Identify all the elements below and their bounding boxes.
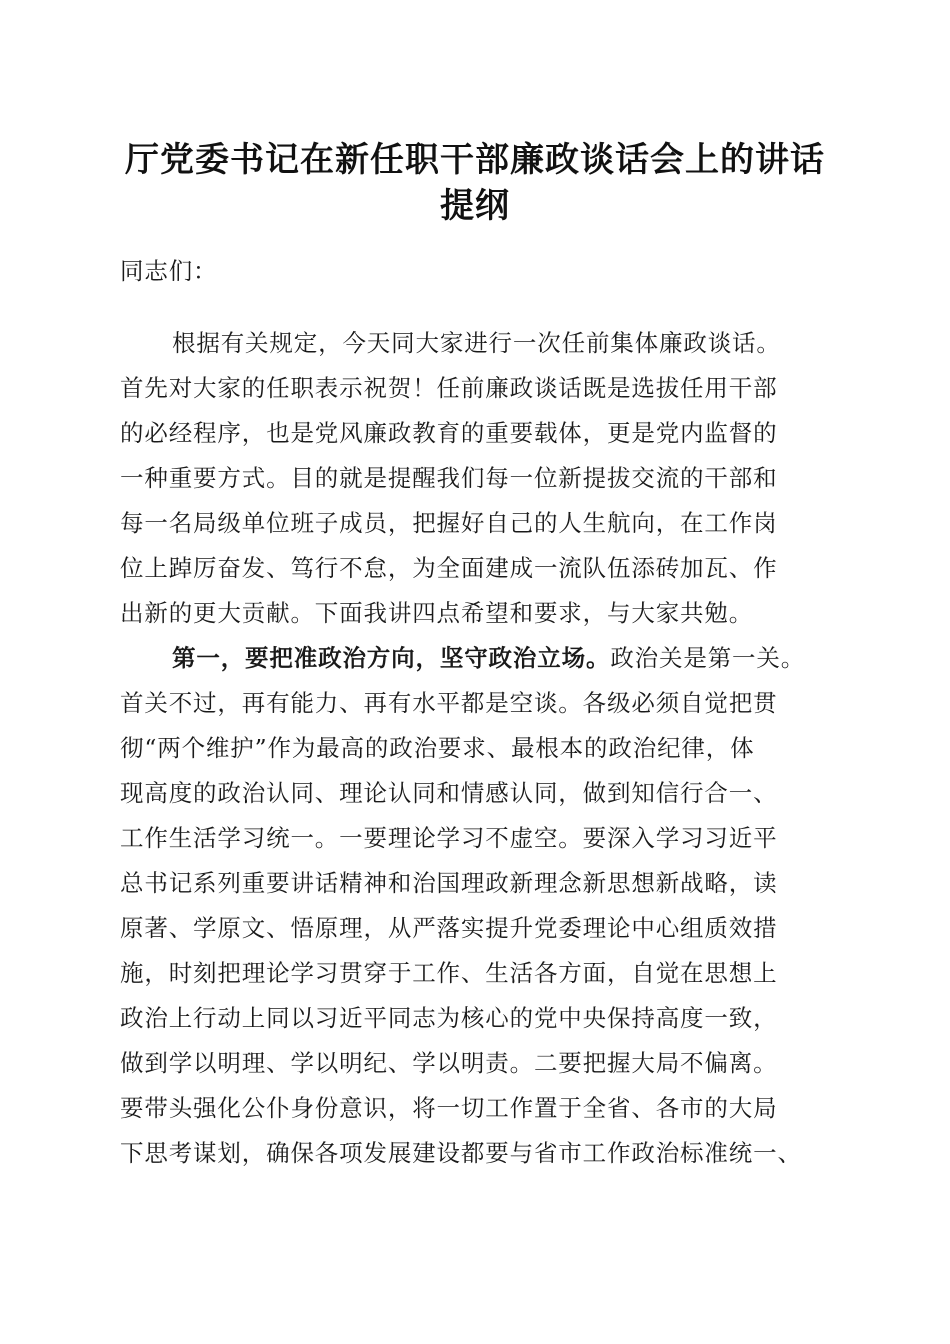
section-lead-text: 政治关是第一关。 [610, 644, 806, 672]
paragraph-line: 要带头强化公仆身份意识，将一切工作置于全省、各市的大局 [120, 1094, 778, 1122]
paragraph-line: 首关不过，再有能力、再有水平都是空谈。各级必须自觉把贯 [120, 689, 778, 717]
paragraph-line: 工作生活学习统一。一要理论学习不虚空。要深入学习习近平 [120, 824, 778, 852]
paragraph-line: 施，时刻把理论学习贯穿于工作、生活各方面，自觉在思想上 [120, 959, 778, 987]
section-heading: 第一，要把准政治方向，坚守政治立场。 [172, 644, 611, 672]
paragraph-line: 做到学以明理、学以明纪、学以明责。二要把握大局不偏离。 [120, 1049, 778, 1077]
paragraph-line: 出新的更大贡献。下面我讲四点希望和要求，与大家共勉。 [120, 599, 754, 627]
paragraph-line: 位上踔厉奋发、笃行不怠，为全面建成一流队伍添砖加瓦、作 [120, 554, 778, 582]
salutation: 同志们： [120, 257, 218, 285]
section-heading-line [172, 643, 805, 673]
paragraph-line: 根据有关规定，今天同大家进行一次任前集体廉政谈话。 [172, 329, 781, 357]
paragraph-line: 现高度的政治认同、理论认同和情感认同，做到知信行合一、 [120, 779, 778, 807]
paragraph-line: 总书记系列重要讲话精神和治国理政新理念新思想新战略，读 [120, 869, 778, 897]
paragraph-line: 彻“两个维护”作为最高的政治要求、最根本的政治纪律，体 [120, 734, 755, 762]
paragraph-line: 原著、学原文、悟原理，从严落实提升党委理论中心组质效措 [120, 914, 778, 942]
paragraph-line: 每一名局级单位班子成员，把握好自己的人生航向，在工作岗 [120, 509, 778, 537]
paragraph-line: 首先对大家的任职表示祝贺！任前廉政谈话既是选拔任用干部 [120, 374, 778, 402]
paragraph-line: 的必经程序，也是党风廉政教育的重要载体，更是党内监督的 [120, 419, 778, 447]
paragraph-line: 政治上行动上同以习近平同志为核心的党中央保持高度一致， [120, 1004, 778, 1032]
document-title: 厅党委书记在新任职干部廉政谈话会上的讲话 [125, 140, 825, 180]
paragraph-line: 一种重要方式。目的就是提醒我们每一位新提拔交流的干部和 [120, 464, 778, 492]
document-title-continued: 提纲 [440, 186, 510, 226]
paragraph-line: 下思考谋划，确保各项发展建设都要与省市工作政治标准统一、 [120, 1139, 802, 1167]
